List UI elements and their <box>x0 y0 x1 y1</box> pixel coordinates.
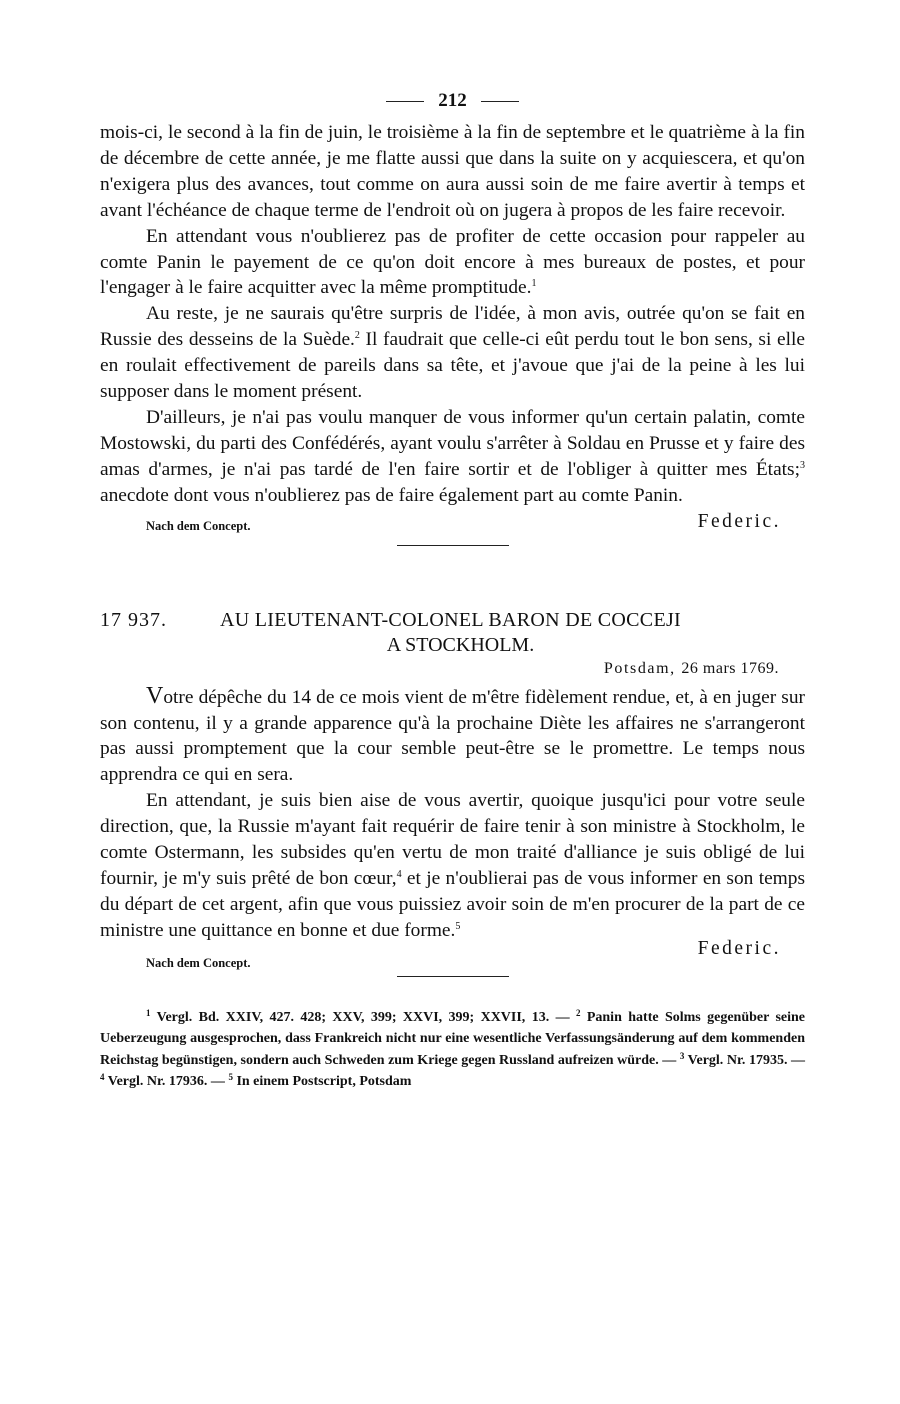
letter-number: 17 937. <box>100 608 167 631</box>
paragraph-continued: mois-ci, le second à la fin de juin, le troisième à la fin de septembre et le quatrième à la fin de décembre de cette année, je me flatte aussi que dans la suite on y acquiescera, et qu'on n'exigera plus des avances, tout comme on aura aussi soin de me faire avertir à temps et avant l'échéance de chaque terme de l'endroit où on jugera à propos de les faire recevoir. <box>100 122 805 221</box>
letter-recipient-place: A STOCKHOLM. <box>386 633 535 656</box>
signoff <box>100 937 805 984</box>
signature: Federic. <box>697 510 781 532</box>
paragraph-text: Au reste, je ne saurais qu'être surpris de l'idée, à mon avis, outrée qu'on se fait en Russie des desseins de la Suède. <box>100 303 805 351</box>
footnote-mark: 3 <box>679 1050 685 1061</box>
letter-recipient: AU LIEUTENANT-COLONEL BARON DE COCCEJI <box>220 608 681 631</box>
footnote-5: In einem Postscript, Potsdam <box>232 1074 412 1090</box>
dateline-place: Potsdam, <box>603 659 676 677</box>
paragraph-text: Il faudrait que celle-ci eût perdu tout le bon sens, si elle en roulait effectivement de pareils dans sa tête, et j'avoue que j'ai de la peine à les lui supposer dans le moment présent. <box>100 329 805 403</box>
paragraph-sweden <box>100 301 805 405</box>
dateline-date: 26 mars 1769. <box>681 659 779 677</box>
footnote-2: Panin hatte Solms gegenüber seine Ueberzeugung ausgesprochen, dass Frankreich nicht nur eine wesentliche Verfassungsänderung auf dem kommenden Reichstag begünstigen, sondern auch Schweden zum Kriege gegen Russland aufreizen würde. — <box>100 1009 806 1068</box>
footnote-mark: 4 <box>100 1072 105 1083</box>
footnote-3: Vergl. Nr. 17935. — <box>684 1052 806 1068</box>
letter-heading <box>100 608 805 658</box>
source-note: Nach dem Concept. <box>146 955 251 970</box>
page-header <box>100 88 805 120</box>
paragraph-subsidies <box>100 788 805 943</box>
paragraph-text: D'ailleurs, je n'ai pas voulu manquer de vous informer qu'un certain palatin, comte Mostowski, du parti des Confédérés, ayant voulu s'arrêter à Soldau en Prusse et y faire des amas d'armes, je n'ai pas tardé de l'en faire sortir et de l'obliger à quitter mes États; <box>100 406 805 480</box>
paragraph-text: En attendant, je suis bien aise de vous avertir, quoique jusqu'ici pour votre seule direction, que, la Russie m'ayant fait requérir de faire tenir à son ministre à Stockholm, le comte Ostermann, les subsides qu'en vertu de mon traité d'alliance je suis obligé de lui fournir, je m'y suis prêté de bon cœur, <box>100 790 805 889</box>
header-rule-left <box>386 101 424 102</box>
footnotes <box>100 1007 805 1093</box>
footnote-mark: 2 <box>575 1007 581 1018</box>
header-rule-right <box>481 101 519 102</box>
paragraph-postal-debts <box>100 224 805 302</box>
footnote-ref-3: 3 <box>800 459 805 471</box>
source-note: Nach dem Concept. <box>146 518 251 533</box>
signoff <box>100 511 805 537</box>
page-number: 212 <box>438 90 467 111</box>
footnote-4: Vergl. Nr. 17936. — <box>104 1074 225 1090</box>
footnote-ref-5: 5 <box>455 920 461 932</box>
paragraph-text: En attendant vous n'oublierez pas de profiter de cette occasion pour rappeler au comte Panin le payement de ce qu'on doit encore à mes bureaux de postes, et pour l'engager à le faire acquitter avec la même promptitude. <box>100 225 805 299</box>
footnote-block <box>100 1007 805 1093</box>
signature: Federic. <box>697 937 781 959</box>
page <box>100 88 805 1093</box>
initial-letter: V <box>146 682 164 709</box>
paragraph-text: otre dépêche du 14 de ce mois vient de m'être fidèlement rendue, et, à en juger sur son contenu, il y a grande apparence qu'à la prochaine Diète les affaires ne s'arrangeront pas aussi promptement que la cour semble peut-être se le promettre. Le temps nous apprendra ce qui en sera. <box>100 686 805 786</box>
footnote-ref-1: 1 <box>531 278 537 290</box>
section-divider <box>397 545 509 546</box>
footnote-ref-2: 2 <box>354 330 360 342</box>
footnote-1: Vergl. Bd. XXIV, 427. 428; XXV, 399; XXVI, 399; XXVII, 13. — <box>150 1009 570 1025</box>
footnote-ref-4: 4 <box>396 868 402 880</box>
dateline <box>100 658 805 680</box>
footnote-mark: 1 <box>146 1007 151 1018</box>
paragraph-letter-opening <box>100 684 805 789</box>
paragraph-text: anecdote dont vous n'oublierez pas de faire également part au comte Panin. <box>100 484 683 506</box>
paragraph-text: et je n'oublierai pas de vous informer en son temps du départ de cet argent, afin que vous puissiez avoir soin de m'en procurer de la part de ce ministre une quittance en bonne et due forme. <box>100 867 806 941</box>
paragraph-mostowski <box>100 405 805 509</box>
footnote-mark: 5 <box>228 1072 233 1083</box>
